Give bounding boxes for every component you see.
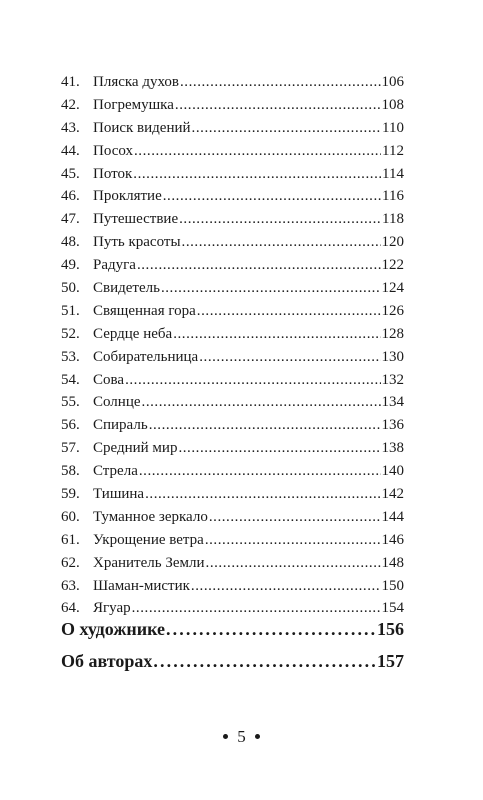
entry-title: Хранитель Земли xyxy=(93,554,205,571)
dot-leader xyxy=(125,369,380,392)
dot-leader xyxy=(173,323,380,346)
dot-leader xyxy=(163,185,381,208)
toc-entry[interactable] xyxy=(61,323,404,346)
entry-page-number: 132 xyxy=(381,371,404,388)
entry-number: 53. xyxy=(61,348,80,365)
entry-number: 44. xyxy=(61,142,80,159)
entry-number: 49. xyxy=(61,257,80,274)
entry-page-number: 126 xyxy=(381,302,404,319)
page-number: 5 xyxy=(237,727,246,746)
toc-entry[interactable] xyxy=(61,140,404,163)
entry-number: 62. xyxy=(61,554,80,571)
entry-number: 43. xyxy=(61,119,80,136)
dot-leader xyxy=(199,346,380,369)
entry-page-number: 106 xyxy=(381,74,404,90)
entry-page-number: 150 xyxy=(381,577,404,594)
entry-title: Сова xyxy=(93,371,125,388)
toc-entry[interactable] xyxy=(61,185,404,208)
toc-entry[interactable] xyxy=(61,506,404,529)
dot-leader xyxy=(139,460,381,483)
entry-title: Путь красоты xyxy=(93,234,181,251)
entry-number: 48. xyxy=(61,234,80,251)
dot-leader xyxy=(137,254,381,277)
entry-number: 61. xyxy=(61,531,80,548)
dot-leader xyxy=(149,414,381,437)
entry-page-number: 112 xyxy=(382,142,404,159)
dot-leader xyxy=(191,575,381,598)
entry-title: Тишина xyxy=(93,486,145,503)
entry-page-number: 110 xyxy=(382,119,404,136)
dot-leader xyxy=(134,140,381,163)
toc-entry[interactable] xyxy=(61,208,404,231)
dot-leader xyxy=(206,552,381,575)
entry-title: Ягуар xyxy=(93,600,131,617)
about-authors-page-number: 157 xyxy=(377,651,404,671)
toc-entry[interactable] xyxy=(61,300,404,323)
entry-title: Шаман-мистик xyxy=(93,577,190,594)
dot-leader xyxy=(166,612,376,646)
entry-page-number: 108 xyxy=(381,96,404,113)
entry-title: Собирательница xyxy=(93,348,199,365)
entry-title: Средний мир xyxy=(93,440,178,457)
entry-page-number: 124 xyxy=(381,280,404,297)
toc-entry[interactable] xyxy=(61,346,404,369)
entry-page-number: 134 xyxy=(381,394,404,411)
entry-number: 45. xyxy=(61,165,80,182)
entry-page-number: 114 xyxy=(382,165,404,182)
entry-number: 64. xyxy=(61,600,80,617)
dot-leader xyxy=(178,437,380,460)
entry-title: Стрела xyxy=(93,463,138,480)
toc-entry[interactable] xyxy=(61,254,404,277)
entry-page-number: 138 xyxy=(381,440,404,457)
entry-page-number: 120 xyxy=(381,234,404,251)
toc-entry-about-artist[interactable] xyxy=(61,612,404,646)
entry-number: 41. xyxy=(61,74,80,90)
entry-page-number: 144 xyxy=(381,508,404,525)
dot-leader xyxy=(133,163,381,186)
toc-entry[interactable] xyxy=(61,391,404,414)
entry-number: 50. xyxy=(61,280,80,297)
entry-title: Поиск видений xyxy=(93,119,191,136)
toc-entry[interactable] xyxy=(61,277,404,300)
entry-number: 51. xyxy=(61,302,80,319)
entry-number: 55. xyxy=(61,394,80,411)
entry-title: Укрощение ветра xyxy=(93,531,204,548)
entry-page-number: 142 xyxy=(381,486,404,503)
dot-leader xyxy=(175,94,381,117)
bullet-icon xyxy=(255,734,260,739)
entry-title: Радуга xyxy=(93,257,136,274)
toc-entry[interactable] xyxy=(61,117,404,140)
entry-number: 63. xyxy=(61,577,80,594)
table-of-contents xyxy=(61,71,404,620)
toc-entry-about-authors[interactable] xyxy=(61,644,404,678)
dot-leader xyxy=(142,391,381,414)
about-authors-title: Об авторах xyxy=(61,651,153,671)
dot-leader xyxy=(145,483,380,506)
about-artist-title: О художнике xyxy=(61,619,166,639)
entry-number: 54. xyxy=(61,371,80,388)
dot-leader xyxy=(205,529,381,552)
entry-number: 52. xyxy=(61,325,80,342)
entry-page-number: 128 xyxy=(381,325,404,342)
dot-leader xyxy=(182,231,381,254)
entry-page-number: 148 xyxy=(381,554,404,571)
toc-entry[interactable] xyxy=(61,437,404,460)
entry-number: 47. xyxy=(61,211,80,228)
entry-page-number: 130 xyxy=(381,348,404,365)
dot-leader xyxy=(192,117,382,140)
entry-page-number: 116 xyxy=(382,188,404,205)
page-footer xyxy=(0,727,483,747)
entry-title: Пляска духов xyxy=(93,74,179,90)
entry-title: Поток xyxy=(93,165,133,182)
dot-leader xyxy=(161,277,381,300)
dot-leader xyxy=(153,644,376,678)
entry-title: Солнце xyxy=(93,394,141,411)
entry-title: Посох xyxy=(93,142,133,159)
entry-page-number: 140 xyxy=(381,463,404,480)
entry-number: 60. xyxy=(61,508,80,525)
about-artist-page-number: 156 xyxy=(377,619,404,639)
entry-page-number: 136 xyxy=(381,417,404,434)
entry-number: 58. xyxy=(61,463,80,480)
entry-title: Проклятие xyxy=(93,188,162,205)
entry-page-number: 154 xyxy=(381,600,404,617)
toc-entry[interactable] xyxy=(61,71,404,94)
dot-leader xyxy=(180,71,381,94)
entry-title: Туманное зеркало xyxy=(93,508,208,525)
toc-entry[interactable] xyxy=(61,460,404,483)
dot-leader xyxy=(179,208,381,231)
entry-title: Путешествие xyxy=(93,211,179,228)
entry-title: Сердце неба xyxy=(93,325,173,342)
bullet-icon xyxy=(223,734,228,739)
toc-entry[interactable] xyxy=(61,414,404,437)
toc-entry[interactable] xyxy=(61,163,404,186)
entry-title: Свидетель xyxy=(93,280,160,297)
entry-page-number: 118 xyxy=(382,211,404,228)
entry-number: 46. xyxy=(61,188,80,205)
dot-leader xyxy=(197,300,381,323)
toc-entry[interactable] xyxy=(61,231,404,254)
toc-entry[interactable] xyxy=(61,529,404,552)
entry-page-number: 122 xyxy=(381,257,404,274)
entry-title: Священная гора xyxy=(93,302,196,319)
toc-entry[interactable] xyxy=(61,94,404,117)
toc-entry[interactable] xyxy=(61,552,404,575)
toc-entry[interactable] xyxy=(61,369,404,392)
entry-number: 59. xyxy=(61,486,80,503)
entry-page-number: 146 xyxy=(381,531,404,548)
entry-number: 56. xyxy=(61,417,80,434)
entry-title: Спираль xyxy=(93,417,148,434)
entry-number: 42. xyxy=(61,96,80,113)
entry-title: Погремушка xyxy=(93,96,174,113)
dot-leader xyxy=(209,506,381,529)
about-authors-section xyxy=(61,644,404,678)
toc-entry[interactable] xyxy=(61,575,404,598)
toc-entry[interactable] xyxy=(61,483,404,506)
about-artist-section xyxy=(61,612,404,646)
entry-number: 57. xyxy=(61,440,80,457)
